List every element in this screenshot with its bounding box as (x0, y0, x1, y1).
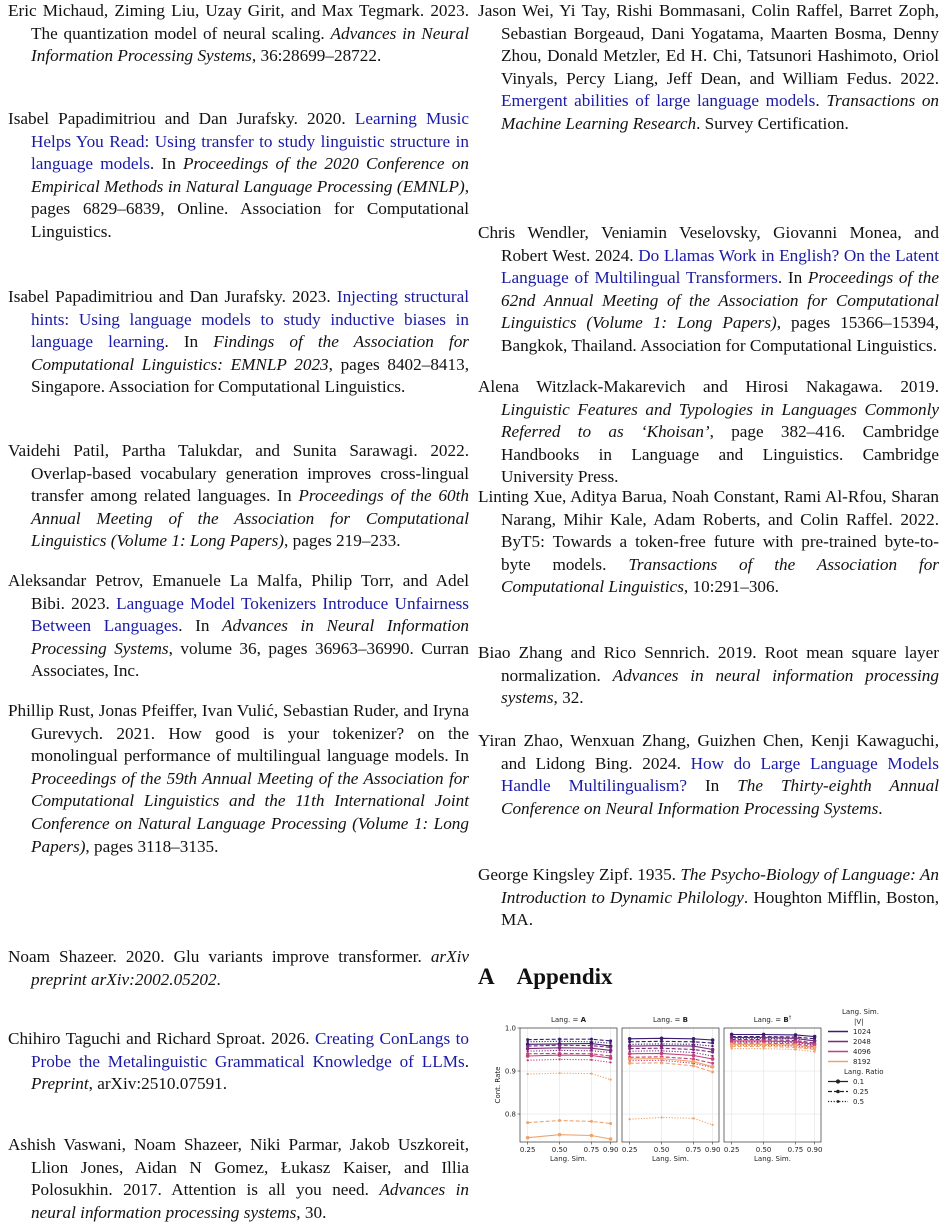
data-point (692, 1064, 695, 1067)
data-point (628, 1052, 632, 1056)
data-point (762, 1048, 764, 1050)
data-point (711, 1062, 714, 1065)
data-point (628, 1057, 632, 1061)
reference-text: Noam Shazeer. 2020. Glu variants improve transformer. (8, 947, 431, 966)
panel-title-pre: Lang. = (753, 1016, 784, 1024)
data-point (711, 1051, 714, 1054)
series-line (528, 1039, 611, 1041)
data-point (660, 1057, 664, 1061)
panel-title-language: A (580, 1016, 587, 1024)
reference-text: . Houghton Mifflin, Boston, MA. (501, 887, 939, 930)
reference-text: , pages 8402–8413, Singapore. Association for Computational Linguistics. (31, 354, 469, 397)
legend-ratio-marker (836, 1079, 840, 1083)
data-point (558, 1040, 560, 1042)
reference-text: Biao Zhang and Rico Sennrich. 2019. Root mean square layer normalization. (478, 643, 939, 685)
reference-link[interactable]: Learning Music Helps You Read: Using transfer to study linguistic structure in language models (31, 109, 469, 174)
data-point (610, 1051, 612, 1053)
reference-entry (478, 864, 939, 932)
data-point (711, 1070, 714, 1073)
data-point (590, 1134, 594, 1138)
y-axis-label: Cont. Rate (494, 1066, 502, 1104)
data-point (794, 1048, 796, 1050)
panel-title-language: B (682, 1016, 688, 1024)
data-point (527, 1041, 529, 1043)
data-point (692, 1037, 696, 1041)
data-point (526, 1052, 529, 1055)
legend-size-label: 4096 (853, 1048, 871, 1056)
reference-text: . (815, 91, 827, 111)
reference-entry (8, 440, 469, 553)
data-point (711, 1065, 715, 1069)
reference-venue: Proceedings of the 62nd Annual Meeting of the Association for Computational Linguistics (Volume 1: Long Papers) (501, 268, 939, 333)
reference-text: Phillip Rust, Jonas Pfeiffer, Ivan Vulić, Sebastian Ruder, and Iryna Gurevych. 2021. How good is your tokenizer? on the monolingual performance of multilingual language models. In (8, 701, 469, 766)
panel-title (653, 1016, 688, 1024)
series-line (630, 1048, 713, 1052)
legend-ratio-title: Lang. Ratio (844, 1068, 884, 1076)
reference-text: George Kingsley Zipf. 1935. (478, 865, 681, 884)
chart-legend (828, 1008, 884, 1106)
series-line (630, 1118, 713, 1125)
data-point (526, 1045, 529, 1048)
data-point (590, 1044, 593, 1047)
data-point (711, 1038, 715, 1042)
reference-text: , 30. (296, 1202, 327, 1222)
data-point (628, 1037, 632, 1041)
reference-text: Aleksandar Petrov, Emanuele La Malfa, Philip Torr, and Adel Bibi. 2023. (8, 571, 469, 613)
reference-entry (478, 376, 939, 489)
reference-text: Jason Wei, Yi Tay, Rishi Bommasani, Colin Raffel, Barret Zoph, Sebastian Borgeaud, Dani Yogatama, Maarten Bosma, Denny Zhou, Donald Metzler, Ed H. Chi, Tatsunori Hashimoto, Oriol Vinyals, Percy Liang, Jeff Dean, and William Fedus. 2022. (478, 1, 939, 88)
reference-venue: Advances in Neural Information Processing Systems (31, 616, 469, 658)
data-point (558, 1038, 561, 1041)
reference-text: , pages 219–233. (284, 531, 401, 551)
reference-entry (8, 1134, 469, 1224)
appendix-heading (478, 964, 613, 990)
reference-entry (8, 700, 469, 858)
legend-size-label: 1024 (853, 1028, 871, 1036)
x-tick-label: 0.90 (806, 1146, 823, 1154)
reference-venue: Linguistic Features and Typologies in Languages Commonly Referred to as ‘Khoisan’ (501, 399, 939, 442)
reference-text: . In (149, 154, 184, 174)
reference-text: , volume 36, pages 36963–36990. Curran Associates, Inc. (31, 638, 469, 681)
x-tick-label: 0.90 (704, 1146, 721, 1154)
reference-link[interactable]: Do Llamas Work in English? On the Latent Language of Multilingual Transformers (501, 245, 939, 288)
reference-text: . (878, 798, 883, 818)
reference-venue: Findings of the Association for Computational Linguistics: EMNLP 2023 (31, 332, 469, 374)
panel-title-language: B (783, 1016, 789, 1024)
series-line (528, 1121, 611, 1124)
legend-title: Lang. Sim. (842, 1008, 879, 1016)
series-line (630, 1038, 713, 1040)
x-tick-label: 0.50 (551, 1146, 568, 1154)
series-line (528, 1059, 611, 1062)
data-point (660, 1050, 662, 1052)
data-point (609, 1054, 612, 1057)
reference-text: . In (178, 616, 223, 636)
y-tick-label: 1.0 (504, 1024, 516, 1033)
reference-venue: Preprint (31, 1074, 89, 1094)
reference-venue: The Thirty-eighth Annual Conference on Neural Information Processing Systems (501, 776, 939, 818)
reference-venue: Transactions of the Association for Computational Linguistics (501, 554, 939, 597)
data-point (711, 1057, 715, 1061)
reference-link[interactable]: Emergent abilities of large language models (501, 91, 816, 111)
legend-ratio-marker (836, 1090, 840, 1094)
data-point (558, 1049, 560, 1051)
data-point (609, 1137, 613, 1141)
data-point (660, 1052, 664, 1056)
panel-title-pre: Lang. = (550, 1016, 581, 1024)
data-point (628, 1047, 631, 1050)
data-point (590, 1041, 592, 1043)
reference-text: , pages 6829–6839, Online. Association for Computational Linguistics. (31, 176, 469, 241)
data-point (590, 1050, 592, 1052)
panel-title (551, 1016, 587, 1024)
reference-text: Ashish Vaswani, Noam Shazeer, Niki Parmar, Jakob Uszkoreit, Llion Jones, Aidan N Gomez, Łukasz Kaiser, and Illia Polosukhin. 2017. Attention is all you need. (8, 1135, 469, 1200)
data-point (660, 1116, 662, 1118)
reference-text: . (216, 969, 221, 989)
series-line (732, 1049, 815, 1052)
x-tick-label: 0.50 (653, 1146, 670, 1154)
data-point (692, 1054, 696, 1058)
data-point (558, 1052, 561, 1055)
reference-entry (478, 642, 939, 710)
reference-text: , 32. (553, 688, 584, 708)
reference-venue: The Psycho-Biology of Language: An Introduction to Dynamic Philology (501, 865, 939, 907)
series-line (528, 1050, 611, 1052)
series-line (630, 1060, 713, 1067)
reference-venue: Advances in Neural Information Processing Systems (31, 23, 469, 66)
reference-text: , page 382–416. Cambridge Handbooks in Language and Linguistics. Cambridge University Press. (501, 422, 939, 487)
data-point (660, 1047, 663, 1050)
reference-text: Chihiro Taguchi and Richard Sproat. 2026. (8, 1029, 315, 1048)
reference-entry (8, 570, 469, 683)
panel-title-dagger: † (788, 1015, 792, 1021)
legend-ratio-label: 0.5 (853, 1098, 865, 1106)
reference-venue: Proceedings of the 59th Annual Meeting of the Association for Computational Linguistics and the 11th International Joint Conference on Natural Language Processing (Volume 1: Long Papers) (31, 768, 469, 856)
series-line (528, 1073, 611, 1079)
reference-text: , 10:291–306. (683, 577, 779, 597)
panel-frame (622, 1028, 719, 1142)
data-point (609, 1122, 612, 1125)
x-tick-label: 0.90 (602, 1146, 619, 1154)
data-point (712, 1045, 714, 1047)
series-line (528, 1045, 611, 1047)
reference-venue: Transactions on Machine Learning Research (501, 91, 939, 133)
y-tick-label: 0.9 (504, 1067, 516, 1076)
data-point (731, 1048, 733, 1050)
series-line (630, 1063, 713, 1072)
data-point (609, 1046, 612, 1049)
data-point (660, 1061, 663, 1064)
reference-entry (8, 946, 469, 991)
data-point (590, 1073, 592, 1075)
data-point (558, 1044, 561, 1047)
reference-text: Eric Michaud, Ziming Liu, Uzay Girit, and Max Tegmark. 2023. The quantization model of neural scaling. (8, 1, 469, 43)
data-point (692, 1051, 694, 1053)
panel-title (754, 1015, 792, 1024)
y-tick-label: 0.8 (504, 1110, 516, 1119)
data-point (692, 1048, 695, 1051)
data-point (558, 1133, 562, 1137)
reference-venue: Advances in neural information processing systems (31, 1180, 469, 1222)
data-point (762, 1045, 765, 1048)
x-axis-label: Lang. Sim. (754, 1155, 791, 1163)
reference-entry (8, 0, 469, 68)
series-line (630, 1057, 713, 1064)
reference-venue: Proceedings of the 60th Annual Meeting of the Association for Computational Linguistics (Volume 1: Long Papers) (31, 486, 470, 551)
data-point (526, 1038, 529, 1041)
legend-size-title: |V| (854, 1018, 864, 1026)
appendix-figure (478, 1006, 918, 1176)
data-point (692, 1044, 696, 1048)
reference-entry (478, 730, 939, 820)
x-tick-label: 0.75 (583, 1146, 600, 1154)
data-point (590, 1059, 592, 1061)
reference-text: Isabel Papadimitriou and Dan Jurafsky. 2023. (8, 287, 337, 306)
data-point (558, 1072, 560, 1074)
legend-size-label: 2048 (853, 1038, 871, 1046)
data-point (590, 1052, 593, 1055)
legend-ratio-label: 0.1 (853, 1078, 865, 1086)
x-tick-label: 0.25 (723, 1146, 740, 1154)
x-tick-label: 0.75 (787, 1146, 804, 1154)
data-point (610, 1042, 612, 1044)
reference-text: , pages 3118–3135. (85, 836, 219, 856)
data-point (814, 1051, 816, 1053)
x-tick-label: 0.25 (621, 1146, 638, 1154)
reference-link[interactable]: Creating ConLangs to Probe the Metalinguistic Grammatical Knowledge of LLMs (31, 1029, 469, 1071)
reference-entry (478, 0, 939, 136)
data-point (692, 1060, 696, 1064)
series-line (528, 1055, 611, 1058)
appendix-title: Appendix (516, 964, 613, 989)
data-point (527, 1059, 529, 1061)
reference-venue: arXiv preprint arXiv:2002.05202 (31, 947, 469, 989)
data-point (692, 1117, 694, 1119)
reference-link[interactable]: Language Model Tokenizers Introduce Unfairness Between Languages (31, 593, 469, 636)
series-line (630, 1041, 713, 1043)
reference-link[interactable]: How do Large Language Models Handle Multilingualism? (501, 753, 939, 796)
data-point (660, 1037, 664, 1041)
x-axis-label: Lang. Sim. (652, 1155, 689, 1163)
data-point (609, 1039, 612, 1042)
chart-panel-0 (520, 1016, 619, 1163)
data-point (526, 1121, 529, 1124)
x-tick-label: 0.50 (755, 1146, 772, 1154)
reference-text: Chris Wendler, Veniamin Veselovsky, Giovanni Monea, and Robert West. 2024. (478, 223, 939, 265)
x-tick-label: 0.75 (685, 1146, 702, 1154)
data-point (558, 1119, 561, 1122)
reference-text: . In (164, 332, 214, 352)
data-point (590, 1120, 593, 1123)
reference-text: Alena Witzlack-Makarevich and Hirosi Nakagawa. 2019. (478, 377, 939, 396)
reference-entry (8, 1028, 469, 1096)
data-point (813, 1048, 816, 1051)
data-point (558, 1058, 560, 1060)
data-point (629, 1050, 631, 1052)
legend-ratio-label: 0.25 (853, 1088, 869, 1096)
panel-title-pre: Lang. = (653, 1016, 683, 1024)
series-line (528, 1048, 611, 1051)
reference-text: Linting Xue, Aditya Barua, Noah Constant, Rami Al-Rfou, Sharan Narang, Mihir Kale, Adam Roberts, and Colin Raffel. 2022. ByT5: Towards a token-free future with pre-trained byte-to-byte models. (478, 487, 939, 574)
data-point (629, 1118, 631, 1120)
appendix-number: A (478, 964, 495, 989)
reference-text: In (687, 776, 738, 796)
reference-text: Yiran Zhao, Wenxuan Zhang, Guizhen Chen, Kenji Kawaguchi, and Lidong Bing. 2024. (478, 731, 939, 773)
reference-entry (8, 286, 469, 399)
data-point (660, 1040, 663, 1043)
data-point (712, 1055, 714, 1057)
legend-ratio-marker (837, 1100, 840, 1103)
legend-size-label: 8192 (853, 1058, 871, 1066)
reference-entry (478, 222, 939, 358)
reference-entry (478, 486, 939, 599)
data-point (610, 1061, 612, 1063)
reference-text: . In (777, 268, 808, 288)
reference-text: , arXiv:2510.07591. (88, 1074, 228, 1094)
data-point (610, 1079, 612, 1081)
reference-venue: Advances in neural information processing systems (501, 665, 939, 708)
data-point (692, 1040, 695, 1043)
x-tick-label: 0.25 (519, 1146, 536, 1154)
x-axis-label: Lang. Sim. (550, 1155, 587, 1163)
reference-text: Vaidehi Patil, Partha Talukdar, and Sunita Sarawagi. 2022. Overlap-based vocabulary generation improves cross-lingual transfer among related languages. In (8, 441, 469, 506)
series-line (528, 1041, 611, 1043)
data-point (526, 1136, 530, 1140)
reference-text: , pages 15366–15394, Bangkok, Thailand. Association for Computational Linguistics. (501, 313, 939, 355)
reference-text: . Survey Certification. (696, 113, 849, 133)
data-point (628, 1062, 631, 1065)
reference-entry (8, 108, 469, 244)
reference-venue: Proceedings of the 2020 Conference on Empirical Methods in Natural Language Processing (EMNLP) (31, 154, 469, 196)
data-point (730, 1045, 733, 1048)
data-point (794, 1046, 797, 1049)
data-point (590, 1038, 593, 1041)
reference-text: . (464, 1051, 469, 1071)
reference-link[interactable]: Injecting structural hints: Using language models to study inductive biases in language learning (31, 287, 470, 352)
data-point (711, 1042, 714, 1045)
data-point (527, 1073, 529, 1075)
series-line (528, 1135, 611, 1139)
reference-text: , 36:28699–28722. (251, 46, 382, 66)
data-point (712, 1124, 714, 1126)
data-point (628, 1040, 631, 1043)
reference-text: Isabel Papadimitriou and Dan Jurafsky. 2020. (8, 109, 355, 128)
data-point (527, 1050, 529, 1052)
